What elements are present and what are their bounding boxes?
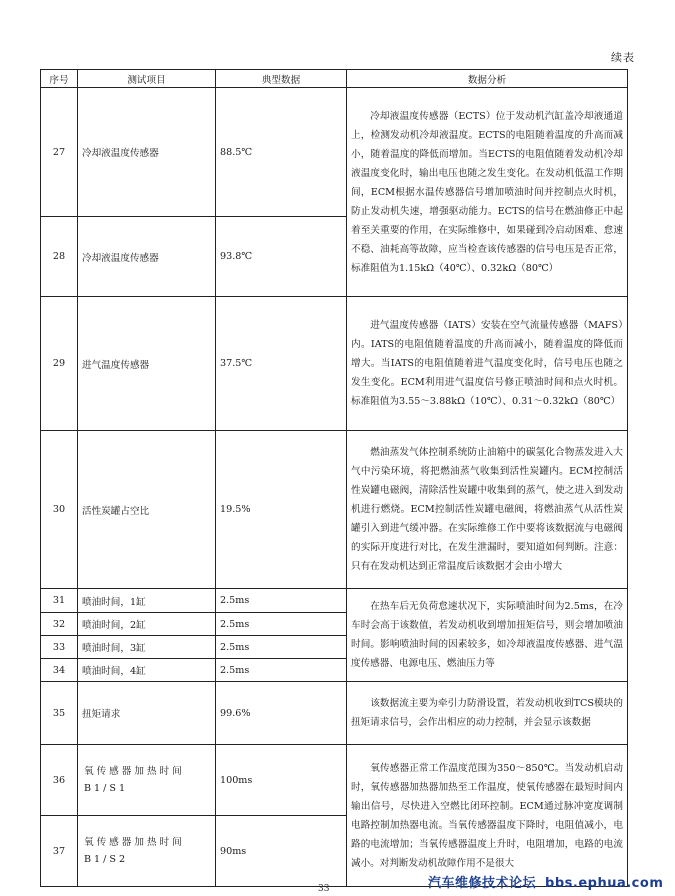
analysis-text: 该数据流主要为牵引力防滑设置，若发动机收到TCS模块的扭矩请求信号，会作出相应的动力控制，并会显示该数据 xyxy=(351,698,623,728)
header-analysis: 数据分析 xyxy=(347,70,628,88)
table-row xyxy=(41,745,628,816)
analysis-text: 进气温度传感器（IATS）安装在空气流量传感器（MAFS）内。IATS的电阻值随着温度的升高而减小，随着温度的降低而增大。当IATS的电阻值随着进气温度变化时，信号电压也随之发生变化。ECM利用进气温度信号修正喷油时间和点火时机。标准阻值为3.55～3.88kΩ（10℃）、0.31～0.32kΩ（80℃） xyxy=(351,320,623,407)
row-typical: 88.5℃ xyxy=(216,88,347,217)
row-typical: 2.5ms xyxy=(216,636,347,659)
row-analysis xyxy=(347,88,628,297)
row-item: 冷却液温度传感器 xyxy=(78,217,216,297)
table-row xyxy=(41,297,628,431)
header-number: 序号 xyxy=(41,70,78,88)
row-item: 喷油时间，4缸 xyxy=(78,659,216,682)
forum-watermark xyxy=(428,872,663,891)
row-item: 冷却液温度传感器 xyxy=(78,88,216,217)
row-number: 29 xyxy=(41,297,78,431)
row-number: 34 xyxy=(41,659,78,682)
table-header-row xyxy=(41,70,628,88)
row-item: 扭矩请求 xyxy=(78,682,216,745)
row-number: 31 xyxy=(41,589,78,613)
row-number: 35 xyxy=(41,682,78,745)
table-row xyxy=(41,589,628,613)
row-typical: 2.5ms xyxy=(216,613,347,636)
row-analysis xyxy=(347,297,628,431)
analysis-text: 在热车后无负荷怠速状况下，实际喷油时间为2.5ms，在冷车时会高于该数值，若发动机收到增加扭矩信号，则会增加喷油时间。影响喷油时间的因素较多，如冷却液温度传感器、进气温度传感器、电源电压、燃油压力等 xyxy=(351,601,623,669)
row-number: 36 xyxy=(41,745,78,816)
data-analysis-table xyxy=(40,69,628,887)
row-number: 32 xyxy=(41,613,78,636)
row-typical: 2.5ms xyxy=(216,589,347,613)
watermark-url: bbs.ephua.com xyxy=(545,876,664,891)
row-number: 27 xyxy=(41,88,78,217)
row-item: 氧传感器加热时间B1/S1 xyxy=(78,745,216,816)
row-number: 28 xyxy=(41,217,78,297)
row-number: 37 xyxy=(41,816,78,887)
analysis-text: 氧传感器正常工作温度范围为350～850℃。当发动机启动时，氧传感器加热器加热至工作温度，使氧传感器在最短时间内输出信号，尽快进入空燃比闭环控制。ECM通过脉冲宽度调制电路控制加热器电流。当氧传感器温度下降时，电阻值减小，电路的电流增加；当氧传感器温度上升时，电阻增加，电路的电流减小。对判断发动机故障作用不是很大 xyxy=(351,762,623,869)
watermark-text: 汽车维修技术论坛 xyxy=(428,876,537,891)
continuation-label: 续表 xyxy=(611,51,635,64)
row-item: 喷油时间，1缸 xyxy=(78,589,216,613)
row-number: 30 xyxy=(41,431,78,589)
page-number: 33 xyxy=(318,884,330,894)
row-typical: 100ms xyxy=(216,745,347,816)
row-typical: 90ms xyxy=(216,816,347,887)
row-typical: 37.5℃ xyxy=(216,297,347,431)
row-typical: 2.5ms xyxy=(216,659,347,682)
row-item: 氧传感器加热时间B1/S2 xyxy=(78,816,216,887)
row-item: 喷油时间，2缸 xyxy=(78,613,216,636)
row-item: 喷油时间，3缸 xyxy=(78,636,216,659)
row-item: 进气温度传感器 xyxy=(78,297,216,431)
row-typical: 99.6% xyxy=(216,682,347,745)
table-row xyxy=(41,431,628,589)
header-typical: 典型数据 xyxy=(216,70,347,88)
row-analysis xyxy=(347,589,628,682)
row-typical: 19.5% xyxy=(216,431,347,589)
table-row xyxy=(41,682,628,745)
header-item: 测试项目 xyxy=(78,70,216,88)
analysis-text: 冷却液温度传感器（ECTS）位于发动机汽缸盖冷却液通道上，检测发动机冷却液温度。ECTS的电阻随着温度的升高而减小，随着温度的降低而增加。当ECTS的电阻值随着发动机冷却液温度变化时，输出电压也随之发生变化。在发动机低温工作期间，ECM根据水温传感器信号增加喷油时间并控制点火时机，防止发动机失速，增强驱动能力。ECTS的信号在燃油修正中起着至关重要的作用，在实际维修中，如果碰到冷启动困难、怠速不稳、油耗高等故障，应当检查该传感器的信号电压是否正常，标准阻值为1.15kΩ（40℃）、0.32kΩ（80℃） xyxy=(351,110,623,274)
row-item: 活性炭罐占空比 xyxy=(78,431,216,589)
row-analysis xyxy=(347,431,628,589)
table-row xyxy=(41,88,628,217)
row-number: 33 xyxy=(41,636,78,659)
row-analysis xyxy=(347,745,628,887)
analysis-text: 燃油蒸发气体控制系统防止油箱中的碳氢化合物蒸发进入大气中污染环境，将把燃油蒸气收集到活性炭罐内。ECM控制活性炭罐电磁阀，清除活性炭罐中收集到的蒸气，使之进入到发动机进行燃烧。ECM控制活性炭罐电磁阀，将燃油蒸气从活性炭罐引入到进气缓冲器。在实际维修工作中要将该数据流与电磁阀的实际开度进行对比，在发生泄漏时，要知道如何判断。注意：只有在发动机达到正常温度后该数据才会由小增大 xyxy=(351,447,623,572)
row-typical: 93.8℃ xyxy=(216,217,347,297)
row-analysis xyxy=(347,682,628,745)
